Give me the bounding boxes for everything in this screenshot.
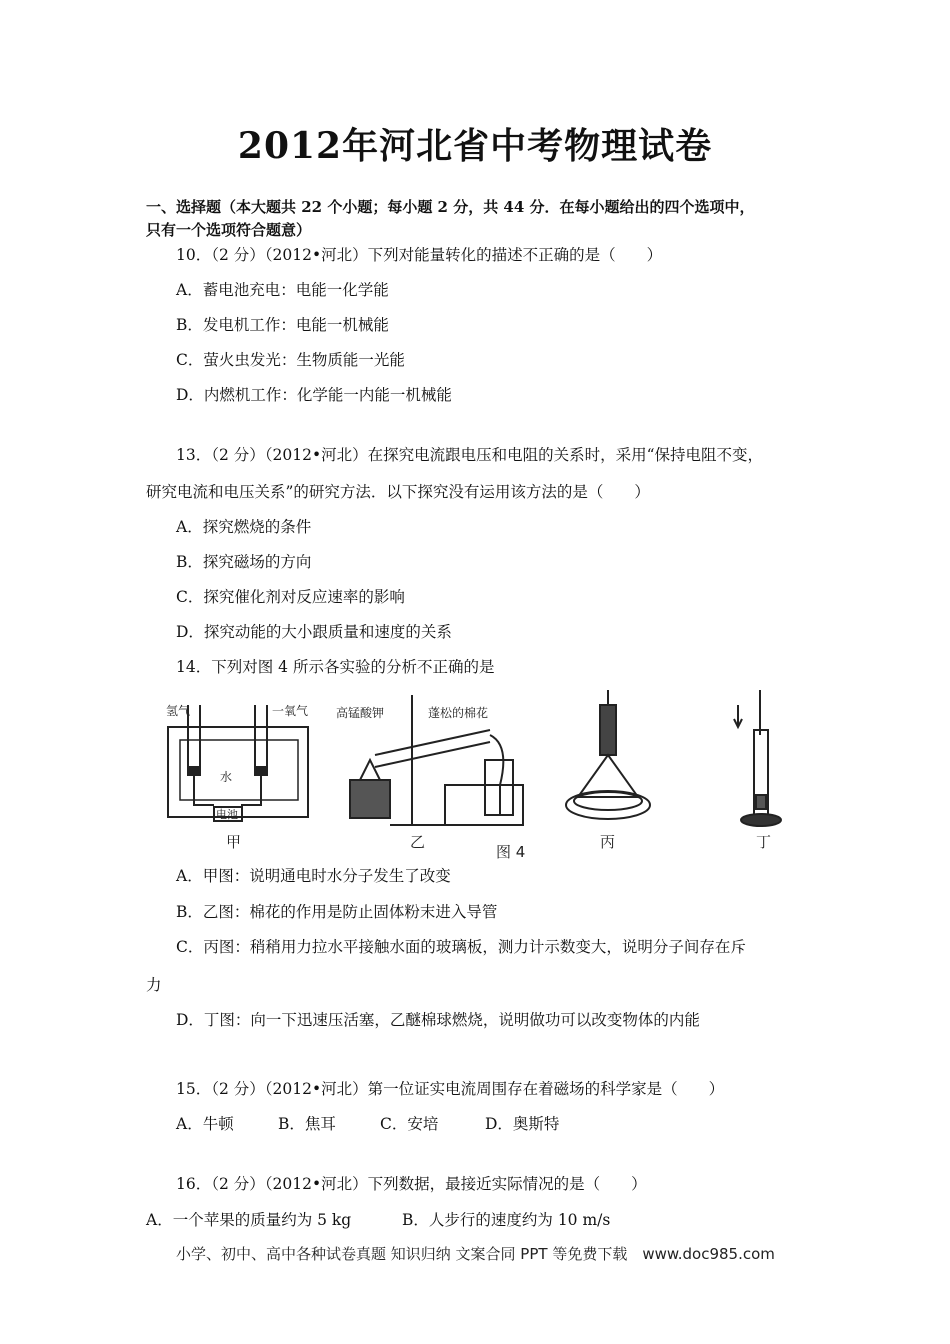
- page-title: 2012年河北省中考物理试卷: [237, 125, 713, 167]
- label-water: 水: [220, 770, 233, 784]
- question-15-option-d: D．奥斯特: [485, 1115, 560, 1133]
- question-15-stem: 15．（2 分）（2012•河北）第一位证实电流周围存在着磁场的科学家是（ ）: [176, 1080, 725, 1098]
- figure-4-experiments: [160, 685, 790, 865]
- label-kmno4: 高锰酸钾: [336, 706, 385, 720]
- question-16-stem: 16．（2 分）（2012•河北）下列数据，最接近实际情况的是（ ）: [176, 1175, 647, 1193]
- label-cotton: 蓬松的棉花: [428, 706, 489, 720]
- footer-watermark-text: 小学、初中、高中各种试卷真题 知识归纳 文案合同 PPT 等免费下载 www.doc985.com: [176, 1245, 775, 1263]
- question-15-option-c: C．安培: [380, 1115, 439, 1133]
- question-13-option-b: B．探究磁场的方向: [176, 553, 312, 571]
- label-oxygen: 一氧气: [272, 704, 309, 718]
- question-13-option-c: C．探究催化剂对反应速率的影响: [176, 588, 405, 606]
- question-13-stem-line2: 研究电流和电压关系”的研究方法．以下探究没有运用该方法的是（ ）: [146, 483, 650, 501]
- section-heading-line1: 一、选择题（本大题共 22 个小题；每小题 2 分，共 44 分．在每小题给出的四个选项中，: [146, 198, 755, 216]
- question-14-option-a: A．甲图：说明通电时水分子发生了改变: [176, 867, 451, 885]
- label-hydrogen: 氢气: [166, 704, 191, 718]
- question-14-option-b: B．乙图：棉花的作用是防止固体粉末进入导管: [176, 903, 498, 921]
- figure-caption: 图 4: [496, 843, 526, 861]
- section-heading-line2: 只有一个选项符合题意）: [146, 221, 312, 239]
- label-yi: 乙: [410, 833, 426, 851]
- question-10-option-d: D．内燃机工作：化学能一内能一机械能: [176, 386, 452, 404]
- question-14-option-c-line2: 力: [146, 976, 162, 994]
- question-13-option-a: A．探究燃烧的条件: [176, 518, 312, 536]
- question-10-option-b: B．发电机工作：电能一机械能: [176, 316, 389, 334]
- question-10-option-c: C．萤火虫发光：生物质能一光能: [176, 351, 405, 369]
- question-13-stem-line1: 13．（2 分）（2012•河北）在探究电流跟电压和电阻的关系时，采用“保持电阻不变，: [176, 446, 764, 464]
- question-15-option-b: B．焦耳: [278, 1115, 336, 1133]
- label-battery: 电池: [216, 808, 238, 821]
- question-16-option-a: A．一个苹果的质量约为 5 kg: [146, 1211, 352, 1229]
- question-16-option-b: B．人步行的速度约为 10 m/s: [402, 1211, 611, 1229]
- question-14-stem: 14．下列对图 4 所示各实验的分析不正确的是: [176, 658, 495, 676]
- label-ding: 丁: [756, 833, 772, 851]
- question-13-option-d: D．探究动能的大小跟质量和速度的关系: [176, 623, 452, 641]
- question-10-option-a: A．蓄电池充电：电能一化学能: [176, 281, 389, 299]
- label-jia: 甲: [226, 833, 242, 851]
- label-bing: 丙: [600, 833, 616, 851]
- question-14-option-c-line1: C．丙图：稍稍用力拉水平接触水面的玻璃板，测力计示数变大，说明分子间存在斥: [176, 938, 746, 956]
- question-10-stem: 10．（2 分）（2012•河北）下列对能量转化的描述不正确的是（ ）: [176, 246, 663, 264]
- question-14-option-d: D．丁图：向一下迅速压活塞，乙醚棉球燃烧，说明做功可以改变物体的内能: [176, 1011, 700, 1029]
- question-15-option-a: A．牛顿: [176, 1115, 234, 1133]
